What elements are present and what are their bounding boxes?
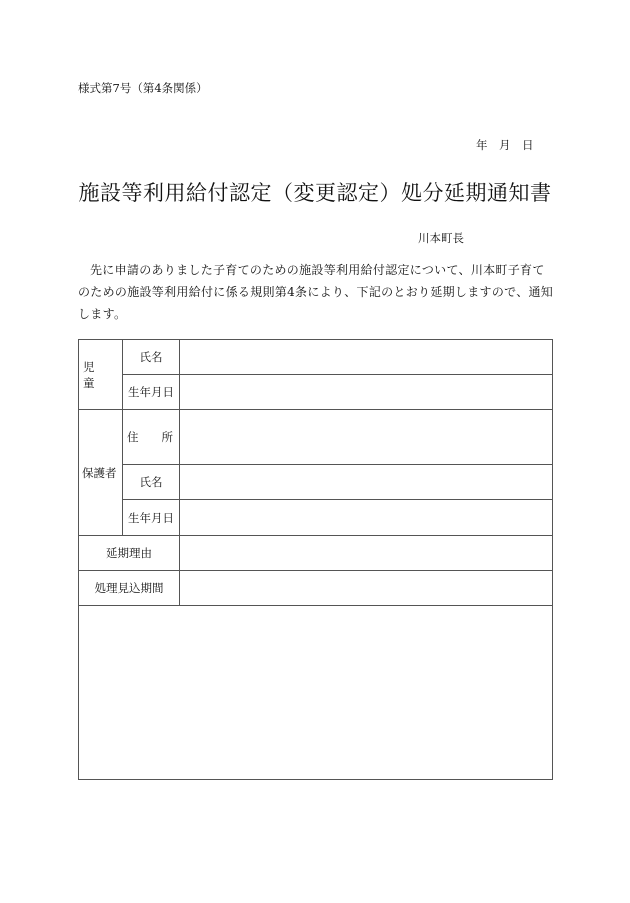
address-label-1: 住: [127, 430, 139, 444]
child-label-cell: [79, 340, 123, 410]
date-line: 年 月 日: [476, 138, 534, 152]
expected-period-label: 処理見込期間: [79, 571, 180, 606]
guardian-name-field[interactable]: [180, 465, 553, 500]
guardian-label-cell: [79, 410, 123, 536]
notice-table: [78, 339, 553, 780]
expected-period-field[interactable]: [180, 571, 553, 606]
guardian-label: 保護者: [82, 465, 117, 480]
child-label: 児 童: [83, 359, 106, 390]
form-number: 様式第7号（第4条関係）: [78, 81, 208, 95]
guardian-dob-field[interactable]: [180, 500, 553, 536]
delay-reason-label: 延期理由: [79, 536, 180, 571]
issuer: 川本町長: [418, 231, 464, 245]
child-dob-label: 生年月日: [123, 375, 180, 410]
child-dob-field[interactable]: [180, 375, 553, 410]
address-label-2: 所: [161, 430, 173, 444]
guardian-dob-label: 生年月日: [123, 500, 180, 536]
address-field[interactable]: [180, 410, 553, 465]
body-text: 先に申請のありました子育てのための施設等利用給付認定について、川本町子育てのための施設等利用給付に係る規則第4条により、下記のとおり延期しますので、通知します。: [78, 263, 554, 321]
document-title: 施設等利用給付認定（変更認定）処分延期通知書: [78, 181, 552, 205]
child-name-field[interactable]: [180, 340, 553, 375]
address-label-cell: [123, 410, 180, 465]
delay-reason-field[interactable]: [180, 536, 553, 571]
child-name-label: 氏名: [123, 340, 180, 375]
guardian-name-label: 氏名: [123, 465, 180, 500]
notes-area[interactable]: [79, 606, 553, 780]
